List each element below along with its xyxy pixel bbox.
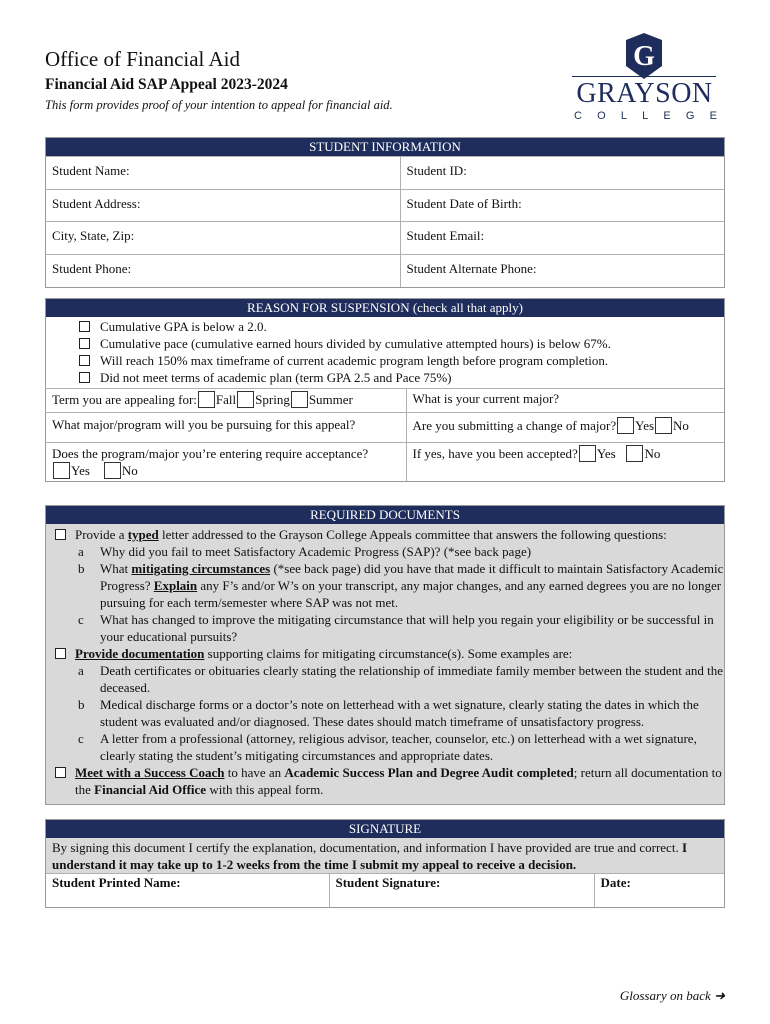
printed-name-field[interactable]: Student Printed Name: bbox=[46, 874, 329, 907]
req-sub-text: Death certificates or obituaries clearly stating the relationship of immediate family member between the student and the deceased. bbox=[100, 663, 724, 695]
table-row bbox=[46, 413, 724, 443]
req-text: Provide a typed letter addressed to the Grayson College Appeals committee that answers the following questions: bbox=[75, 527, 667, 542]
student-email-field[interactable]: Student Email: bbox=[400, 222, 724, 255]
typed-letter-checkbox[interactable] bbox=[55, 529, 66, 540]
city-state-zip-field[interactable]: City, State, Zip: bbox=[46, 222, 400, 255]
logo-sub-letter: G bbox=[685, 110, 695, 122]
glossary-text: Glossary on back bbox=[619, 988, 711, 1003]
table-row bbox=[46, 222, 724, 255]
logo-sub-letter: L bbox=[642, 110, 649, 122]
req-sub-text: What has changed to improve the mitigating circumstance that will help you regain your eligibility or be successful in your educational pursuits? bbox=[100, 612, 714, 644]
spring-checkbox[interactable] bbox=[237, 391, 254, 408]
table-row bbox=[46, 874, 724, 907]
required-documents-section bbox=[45, 505, 725, 805]
yes-label: Yes bbox=[71, 463, 90, 478]
student-phone-field[interactable]: Student Phone: bbox=[46, 254, 400, 287]
acceptance-cell bbox=[46, 443, 406, 482]
glossary-note bbox=[620, 988, 725, 1004]
yes-label: Yes bbox=[635, 418, 655, 433]
student-info-table bbox=[46, 156, 724, 287]
list-item bbox=[79, 335, 724, 352]
section-title: REQUIRED DOCUMENTS bbox=[46, 506, 724, 524]
table-row bbox=[46, 389, 724, 413]
signature-section bbox=[45, 819, 725, 908]
change-major-cell bbox=[406, 413, 724, 443]
grayson-college-logo bbox=[572, 32, 717, 124]
req-text: Meet with a Success Coach to have an Academic Success Plan and Degree Audit completed; return all documentation to the Financial Aid Office with this appeal form. bbox=[75, 765, 722, 797]
crest-letter: G bbox=[633, 41, 655, 72]
reason-list bbox=[46, 317, 724, 388]
list-item bbox=[79, 318, 724, 335]
logo-sub-letter: C bbox=[574, 110, 582, 122]
table-row bbox=[46, 254, 724, 287]
req-sub-text: What mitigating circumstances (*see back page) did you have that made it difficult to maintain Satisfactory Academic Progress? Explain any F’s and/or W’s on your transcript, any major changes, and any earned degrees you are no longer pursuing for each term/semester where SAP was not met. bbox=[100, 561, 724, 610]
spring-label: Spring bbox=[255, 392, 290, 407]
student-address-field[interactable]: Student Address: bbox=[46, 189, 400, 222]
acceptance-yes-checkbox[interactable] bbox=[53, 462, 70, 479]
list-item: a Death certificates or obituaries clearly stating the relationship of immediate family member between the student and the deceased. bbox=[78, 663, 724, 695]
reason-checkbox[interactable] bbox=[79, 372, 90, 383]
list-item: c What has changed to improve the mitigating circumstance that will help you regain your eligibility or be successful in your educational pursuits? bbox=[46, 611, 724, 645]
reason-checkbox[interactable] bbox=[79, 338, 90, 349]
summer-label: Summer bbox=[308, 392, 353, 407]
no-label: No bbox=[673, 418, 689, 433]
reason-section bbox=[45, 298, 725, 482]
change-no-checkbox[interactable] bbox=[655, 417, 672, 434]
form-description: This form provides proof of your intention to appeal for financial aid. bbox=[45, 98, 393, 112]
student-alt-phone-field[interactable]: Student Alternate Phone: bbox=[400, 254, 724, 287]
logo-sub-letter: O bbox=[597, 110, 606, 122]
req-sub-text: Medical discharge forms or a doctor’s note on letterhead with a wet signature, clearly stating the dates in which the student was evaluated and/or diagnosed. These dates should match timeframe of unsatisfactory progress. bbox=[100, 697, 699, 729]
accepted-no-checkbox[interactable] bbox=[626, 445, 643, 462]
reason-label: Will reach 150% max timeframe of current academic program length before program completion. bbox=[100, 353, 609, 368]
req-sub-text: Why did you fail to meet Satisfactory Academic Progress (SAP)? (*see back page) bbox=[100, 544, 532, 559]
list-item bbox=[79, 369, 724, 386]
reason-label: Cumulative GPA is below a 2.0. bbox=[100, 319, 267, 334]
table-row bbox=[46, 157, 724, 190]
logo-sub-letter: E bbox=[663, 110, 671, 122]
acceptance-no-checkbox[interactable] bbox=[104, 462, 121, 479]
yes-label: Yes bbox=[596, 446, 616, 461]
section-title: SIGNATURE bbox=[46, 820, 724, 838]
student-dob-field[interactable]: Student Date of Birth: bbox=[400, 189, 724, 222]
reason-checkbox[interactable] bbox=[79, 355, 90, 366]
fall-checkbox[interactable] bbox=[198, 391, 215, 408]
logo-name: GRAYSON bbox=[576, 78, 713, 109]
list-item: c A letter from a professional (attorney, religious advisor, teacher, counselor, etc.) on letterhead with a wet signature, clearly stating the student’s mitigating circumstances and appropriate dates. bbox=[46, 730, 724, 764]
no-label: No bbox=[121, 463, 138, 478]
logo-subtitle bbox=[574, 110, 717, 122]
list-item bbox=[46, 645, 724, 662]
accepted-label: If yes, have you been accepted? bbox=[412, 446, 578, 461]
list-item bbox=[79, 352, 724, 369]
success-coach-checkbox[interactable] bbox=[55, 767, 66, 778]
reason-checkbox[interactable] bbox=[79, 321, 90, 332]
acceptance-label: Does the program/major you’re entering require acceptance? bbox=[52, 446, 369, 461]
summer-checkbox[interactable] bbox=[291, 391, 308, 408]
certification-text: By signing this document I certify the explanation, documentation, and information I have provided are true and correct. I understand it may take up to 1-2 weeks from the time I submit my appeal to receive a decision. bbox=[46, 838, 724, 873]
accepted-cell bbox=[406, 443, 724, 482]
no-label: No bbox=[644, 446, 661, 461]
student-id-field[interactable]: Student ID: bbox=[400, 157, 724, 190]
section-title: REASON FOR SUSPENSION (check all that apply) bbox=[46, 299, 724, 317]
logo-sub-letter: E bbox=[709, 110, 717, 122]
signature-table bbox=[46, 873, 724, 907]
arrow-right-icon: ➜ bbox=[714, 988, 725, 1003]
list-item bbox=[46, 526, 724, 543]
reason-label: Did not meet terms of academic plan (term GPA 2.5 and Pace 75%) bbox=[100, 370, 452, 385]
list-item: b Medical discharge forms or a doctor’s note on letterhead with a wet signature, clearly stating the dates in which the student was evaluated and/or diagnosed. These dates should match timeframe of unsatisfactory progress. bbox=[46, 696, 724, 730]
crest-icon bbox=[624, 32, 664, 80]
list-item: a Why did you fail to meet Satisfactory Academic Progress (SAP)? (*see back page) bbox=[78, 544, 532, 559]
required-list bbox=[46, 524, 724, 804]
req-text: Provide documentation supporting claims for mitigating circumstance(s). Some examples are: bbox=[75, 646, 573, 661]
change-yes-checkbox[interactable] bbox=[617, 417, 634, 434]
accepted-yes-checkbox[interactable] bbox=[579, 445, 596, 462]
form-title: Financial Aid SAP Appeal 2023-2024 bbox=[45, 76, 288, 93]
date-field[interactable]: Date: bbox=[594, 874, 724, 907]
table-row bbox=[46, 443, 724, 482]
program-field[interactable]: What major/program will you be pursuing for this appeal? bbox=[46, 413, 406, 443]
student-information-section bbox=[45, 137, 725, 288]
change-major-label: Are you submitting a change of major? bbox=[412, 418, 617, 433]
term-label: Term you are appealing for: bbox=[52, 392, 197, 407]
student-name-field[interactable]: Student Name: bbox=[46, 157, 400, 190]
reason-table bbox=[46, 388, 724, 481]
office-title: Office of Financial Aid bbox=[45, 47, 240, 71]
table-row bbox=[46, 189, 724, 222]
list-item: b What mitigating circumstances (*see back page) did you have that made it difficult to maintain Satisfactory Academic Progress? Explain any F’s and/or W’s on your transcript, any major changes, and any earned degrees you are no longer pursuing for each term/semester where SAP was not met. bbox=[78, 561, 724, 610]
fall-label: Fall bbox=[215, 392, 237, 407]
reason-label: Cumulative pace (cumulative earned hours divided by cumulative attempted hours) is below 67%. bbox=[100, 336, 611, 351]
logo-sub-letter: L bbox=[620, 110, 627, 122]
list-item bbox=[46, 764, 724, 798]
logo-divider bbox=[572, 76, 716, 77]
term-cell bbox=[46, 389, 406, 413]
documentation-checkbox[interactable] bbox=[55, 648, 66, 659]
current-major-field[interactable]: What is your current major? bbox=[406, 389, 724, 413]
section-title: STUDENT INFORMATION bbox=[46, 138, 724, 156]
student-signature-field[interactable]: Student Signature: bbox=[329, 874, 594, 907]
req-sub-text: A letter from a professional (attorney, religious advisor, teacher, counselor, etc.) on letterhead with a wet signature, clearly stating the student’s mitigating circumstances and appropriate dates. bbox=[100, 731, 697, 763]
